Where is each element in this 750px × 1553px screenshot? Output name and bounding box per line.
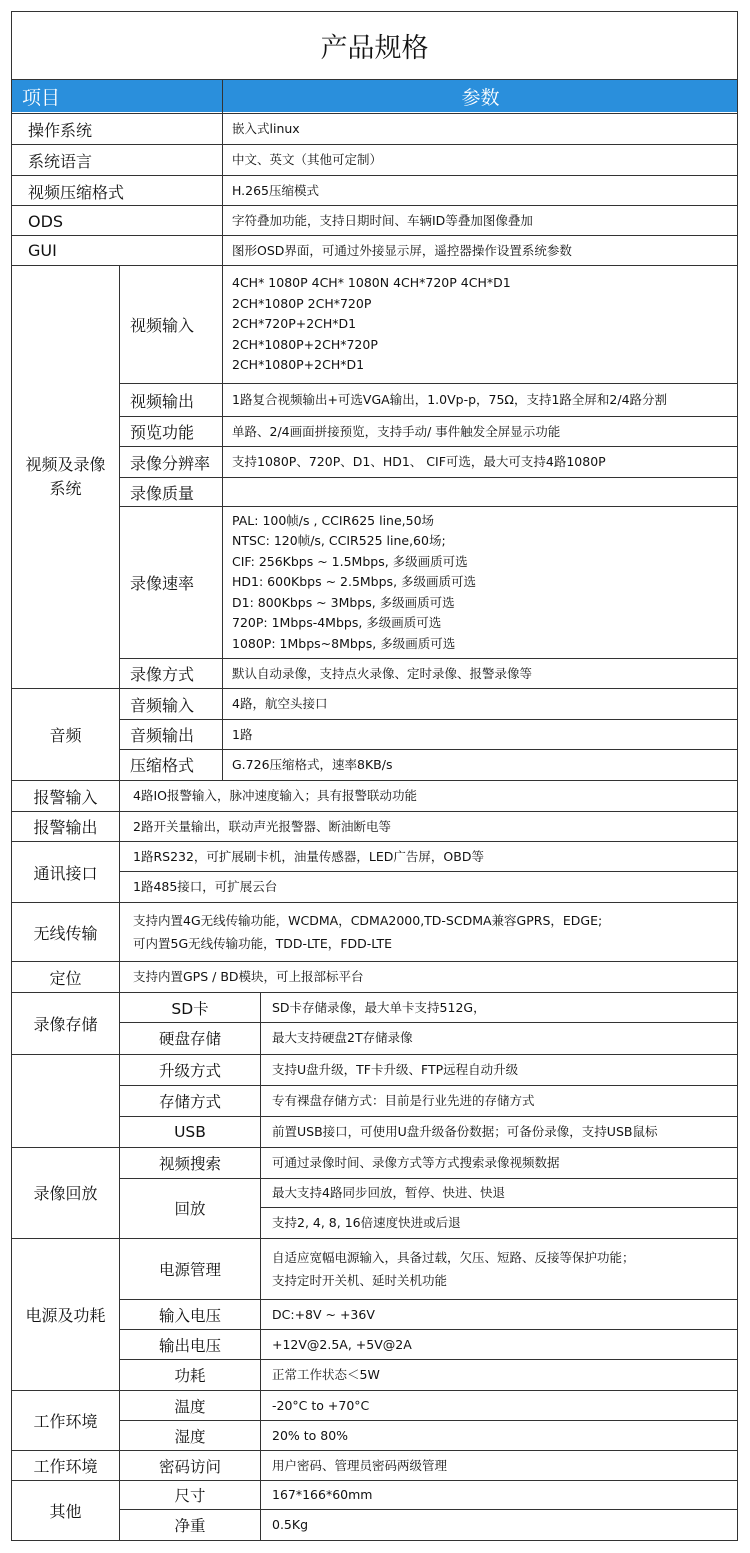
video-output-label: 视频输出 [130, 391, 195, 411]
audio-output-label: 音频输出 [130, 726, 195, 745]
misc-store-value: 专有裸盘存储方式：目前是行业先进的存储方式 [272, 1093, 535, 1108]
row-divider [11, 1390, 738, 1391]
other-weight-label: 净重 [174, 1516, 206, 1535]
video-input-value: 4CH* 1080P 4CH* 1080N 4CH*720P 4CH*D1 2CH*1080P 2CH*720P 2CH*720P+2CH*D1 2CH*1080P+2CH*720P 2CH*1080P+2CH*D1 [232, 275, 511, 373]
audio-input-label: 音频输入 [130, 695, 195, 715]
group-env: 工作环境 [33, 1412, 98, 1431]
video-resolution-label: 录像分辨率 [130, 453, 211, 473]
video-mode-value: 默认自动录像，支持点火录像、定时录像、报警录像等 [232, 665, 533, 681]
border-right [737, 11, 738, 1541]
audio-output-value: 1路 [232, 726, 253, 742]
other-weight-value: 0.5Kg [272, 1516, 309, 1532]
group-video: 视频及录像 系统 [25, 455, 106, 498]
row-divider [119, 1116, 738, 1117]
playback-play-value-1: 最大支持4路同步回放，暂停、快进、快退 [272, 1185, 505, 1200]
col-divider [222, 266, 223, 780]
row-divider [11, 113, 738, 114]
row-divider [119, 1359, 738, 1360]
comm-value-2: 1路485接口，可扩展云台 [133, 879, 278, 894]
storage-hdd-value: 最大支持硬盘2T存储录像 [272, 1030, 413, 1045]
row-gui-value: 图形OSD界面，可通过外接显示屏，遥控器操作设置系统参数 [232, 242, 572, 258]
row-ods-value: 字符叠加功能，支持日期时间、车辆ID等叠加图像叠加 [232, 213, 533, 228]
row-divider [119, 1085, 738, 1086]
group-playback: 录像回放 [33, 1184, 98, 1203]
playback-play-value-2: 支持2, 4, 8, 16倍速度快进或后退 [272, 1214, 461, 1230]
wireless-label: 无线传输 [33, 923, 98, 943]
power-consumption-label: 功耗 [174, 1366, 206, 1385]
row-divider [119, 506, 738, 507]
other-size-value: 167*166*60mm [272, 1487, 373, 1502]
row-ods-label: ODS [28, 211, 64, 231]
row-divider [119, 477, 738, 478]
video-output-value: 1路复合视频输出+可选VGA输出，1.0Vp-p，75Ω，支持1路全屏和2/4路分割 [232, 392, 668, 407]
misc-upgrade-label: 升级方式 [158, 1062, 221, 1080]
row-divider [11, 1450, 738, 1451]
row-divider [119, 749, 738, 750]
row-divider [11, 205, 738, 206]
comm-value-1: 1路RS232，可扩展刷卡机，油量传感器，LED广告屏，OBD等 [133, 848, 484, 864]
misc-usb-value: 前置USB接口，可使用U盘升级备份数据；可备份录像，支持USB鼠标 [272, 1123, 658, 1139]
header-item: 项目 [22, 86, 61, 109]
row-divider [11, 961, 738, 962]
location-value: 支持内置GPS / BD模块，可上报部标平台 [133, 969, 364, 984]
power-mgmt-label: 电源管理 [158, 1261, 221, 1279]
video-preview-value: 单路、2/4画面拼接预览，支持手动/ 事件触发全屏显示功能 [232, 423, 561, 439]
row-divider [11, 1147, 738, 1148]
env-temp-value: -20°C to +70°C [272, 1397, 370, 1413]
storage-hdd-label: 硬盘存储 [158, 1030, 221, 1048]
row-divider [119, 871, 738, 872]
audio-format-label: 压缩格式 [130, 756, 195, 775]
other-size-label: 尺寸 [174, 1487, 206, 1505]
alarm-out-label: 报警输出 [33, 818, 98, 837]
env-password-label: 密码访问 [158, 1457, 221, 1476]
row-gui-label: GUI [28, 241, 57, 260]
storage-sd-value: SD卡存储录像，最大单卡支持512G， [272, 999, 486, 1015]
playback-search-value: 可通过录像时间、录像方式等方式搜索录像视频数据 [272, 1155, 560, 1170]
alarm-in-value: 4路IO报警输入，脉冲速度输入；具有报警联动功能 [133, 788, 417, 803]
row-divider [119, 416, 738, 417]
col-divider [119, 993, 120, 1541]
location-label: 定位 [49, 968, 82, 988]
playback-search-label: 视频搜索 [158, 1155, 221, 1173]
env-humid-value: 20% to 80% [272, 1427, 349, 1443]
border-top [11, 11, 738, 12]
comm-label: 通讯接口 [33, 863, 98, 883]
row-divider [11, 1480, 738, 1481]
col-divider [260, 993, 261, 1541]
power-vout-label: 输出电压 [158, 1336, 221, 1355]
col-divider [222, 80, 223, 266]
row-divider [11, 811, 738, 812]
row-divider [119, 1299, 738, 1300]
row-divider [11, 780, 738, 781]
row-divider [11, 1054, 738, 1055]
row-divider [119, 1022, 738, 1023]
row-divider [11, 79, 738, 80]
video-rate-value: PAL: 100帧/s , CCIR625 line,50场 NTSC: 120帧/s, CCIR525 line,60场; CIF: 256Kbps ~ 1.5Mbps, 多级画质可选 HD1: 600Kbps ~ 2.5Mbps, 多级画质可选 D1: 800Kbps ~ 3Mbps, 多级画质可选 720P: 1Mbps-4Mbps, 多级画质可选 1080P: 1Mbps~8Mbps, 多级画质可选 [232, 512, 477, 651]
video-quality-label: 录像质量 [130, 483, 195, 503]
col-divider [119, 781, 120, 993]
group-env-2: 工作环境 [33, 1457, 98, 1476]
header-param: 参数 [461, 86, 500, 109]
row-divider [119, 1329, 738, 1330]
row-divider [11, 144, 738, 145]
row-os-value: 嵌入式linux [232, 121, 300, 136]
video-preview-label: 预览功能 [130, 423, 195, 442]
row-divider [119, 1178, 738, 1179]
power-vin-value: DC:+8V ~ +36V [272, 1306, 375, 1322]
row-codec-value: H.265压缩模式 [232, 183, 320, 198]
row-divider [119, 1509, 738, 1510]
row-codec-label: 视频压缩格式 [28, 182, 125, 202]
row-divider [11, 235, 738, 236]
row-divider [119, 1420, 738, 1421]
video-mode-label: 录像方式 [130, 665, 195, 684]
playback-play-label: 回放 [174, 1200, 206, 1218]
row-lang-value: 中文、英文（其他可定制） [232, 152, 383, 167]
group-other: 其他 [49, 1501, 82, 1521]
row-divider [260, 1207, 738, 1208]
row-divider [119, 446, 738, 447]
power-vout-value: +12V@2.5A, +5V@2A [272, 1336, 412, 1352]
power-vin-label: 输入电压 [158, 1306, 221, 1325]
audio-format-value: G.726压缩格式，速率8KB/s [232, 756, 393, 772]
env-password-value: 用户密码、管理员密码两级管理 [272, 1457, 448, 1473]
video-input-label: 视频输入 [130, 316, 195, 335]
row-divider [11, 992, 738, 993]
storage-sd-label: SD卡 [171, 999, 209, 1018]
border-bottom [11, 1540, 738, 1541]
misc-usb-label: USB [174, 1122, 206, 1141]
env-humid-label: 湿度 [174, 1427, 206, 1446]
wireless-value: 支持内置4G无线传输功能，WCDMA，CDMA2000,TD-SCDMA兼容GPRS，EDGE; 可内置5G无线传输功能，TDD-LTE，FDD-LTE [133, 913, 603, 951]
row-divider [119, 658, 738, 659]
group-audio: 音频 [49, 725, 82, 745]
row-os-label: 操作系统 [28, 120, 93, 140]
row-divider [119, 383, 738, 384]
row-divider [11, 688, 738, 689]
video-resolution-value: 支持1080P、720P、D1、HD1、 CIF可选，最大可支持4路1080P [232, 454, 606, 469]
power-mgmt-value: 自适应宽幅电源输入，具备过载，欠压、短路、反接等保护功能； 支持定时开关机、延时关机功能 [272, 1250, 635, 1288]
row-lang-label: 系统语言 [28, 151, 93, 171]
power-consumption-value: 正常工作状态＜5W [272, 1366, 380, 1382]
border-left [11, 11, 12, 1541]
video-rate-label: 录像速率 [130, 574, 195, 593]
row-divider [119, 719, 738, 720]
misc-upgrade-value: 支持U盘升级，TF卡升级、FTP远程自动升级 [272, 1062, 519, 1077]
env-temp-label: 温度 [174, 1397, 206, 1416]
alarm-in-label: 报警输入 [33, 787, 98, 807]
video-quality-value [232, 478, 732, 506]
row-divider [11, 265, 738, 266]
audio-input-value: 4路，航空头接口 [232, 696, 328, 711]
group-storage: 录像存储 [33, 1014, 98, 1034]
row-divider [11, 902, 738, 903]
row-divider [11, 1238, 738, 1239]
alarm-out-value: 2路开关量输出，联动声光报警器、断油断电等 [133, 818, 391, 834]
page-title: 产品规格 [320, 32, 429, 64]
group-power: 电源及功耗 [25, 1305, 106, 1325]
row-divider [11, 175, 738, 176]
misc-store-label: 存储方式 [158, 1093, 221, 1111]
row-divider [11, 841, 738, 842]
col-divider [119, 266, 120, 780]
